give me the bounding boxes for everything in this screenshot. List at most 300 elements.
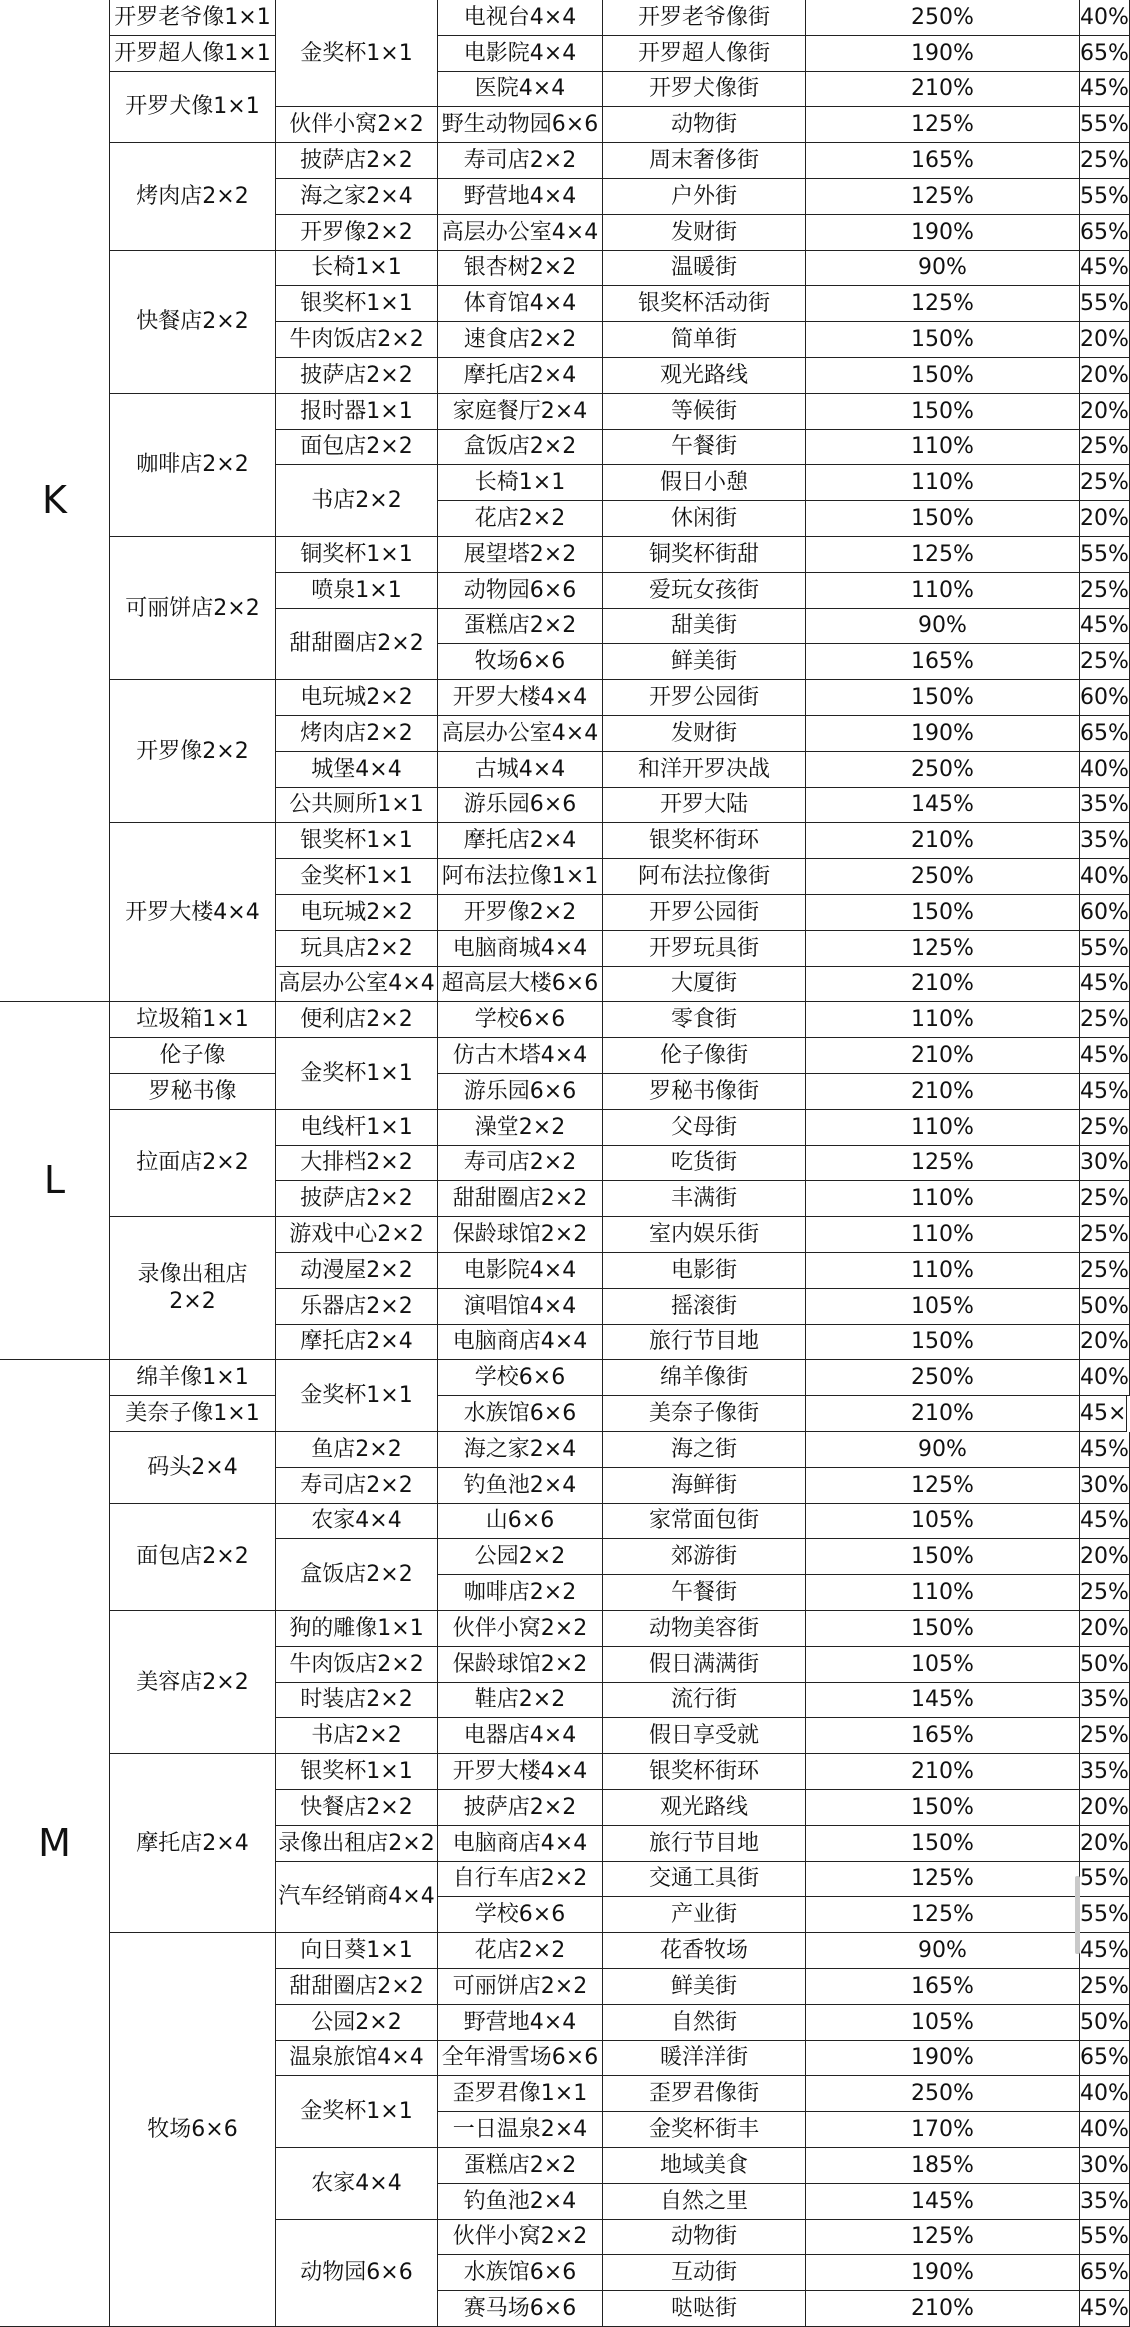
partner-cell: 公园2×2 [276,2005,438,2041]
bonus-cell: 55% [1080,537,1130,573]
partner2-cell: 一日温泉2×4 [438,2112,603,2148]
bonus-cell: 45× [1080,1396,1127,1432]
rate-cell: 125% [806,1862,1080,1898]
partner2-cell: 电脑商店4×4 [438,1325,603,1361]
street-name-cell: 旅行节目地 [603,1325,806,1361]
partner2-cell: 野营地4×4 [438,179,603,215]
partner2-cell: 电视台4×4 [438,0,603,36]
rate-cell: 165% [806,143,1080,179]
bonus-cell: 45% [1080,1432,1130,1468]
rate-cell: 110% [806,1575,1080,1611]
partner-cell: 喷泉1×1 [276,573,438,609]
partner2-cell: 披萨店2×2 [438,1790,603,1826]
rate-cell: 210% [806,967,1080,1003]
partner-cell: 银奖杯1×1 [276,286,438,322]
bonus-cell: 45% [1080,72,1130,108]
street-name-cell: 简单街 [603,322,806,358]
partner2-cell: 高层办公室4×4 [438,716,603,752]
building-cell: 罗秘书像 [110,1074,276,1110]
bonus-cell: 25% [1080,465,1130,501]
partner2-cell: 超高层大楼6×6 [438,967,603,1003]
rate-cell: 190% [806,2255,1080,2291]
bonus-cell: 45% [1080,1038,1130,1074]
partner-cell: 书店2×2 [276,465,438,537]
street-name-cell: 零食街 [603,1002,806,1038]
bonus-cell: 65% [1080,716,1130,752]
partner2-cell: 学校6×6 [438,1897,603,1933]
bonus-cell: 35% [1080,788,1130,824]
bonus-cell: 20% [1080,1539,1130,1575]
partner-cell: 摩托店2×4 [276,1325,438,1361]
building-cell: 伦子像 [110,1038,276,1074]
building-cell: 快餐店2×2 [110,251,276,394]
building-cell: 面包店2×2 [110,1504,276,1611]
partner-cell: 报时器1×1 [276,394,438,430]
partner-cell: 金奖杯1×1 [276,859,438,895]
street-name-cell: 开罗公园街 [603,895,806,931]
bonus-cell: 20% [1080,1790,1130,1826]
street-name-cell: 开罗大陆 [603,788,806,824]
street-name-cell: 休闲街 [603,501,806,537]
partner2-cell: 寿司店2×2 [438,143,603,179]
rate-cell: 110% [806,573,1080,609]
bonus-cell: 65% [1080,2041,1130,2077]
partner-cell: 伙伴小窝2×2 [276,107,438,143]
partner2-cell: 赛马场6×6 [438,2291,603,2327]
bonus-cell: 25% [1080,1253,1130,1289]
rate-cell: 125% [806,107,1080,143]
street-name-cell: 互动街 [603,2255,806,2291]
partner-cell: 烤肉店2×2 [276,716,438,752]
street-name-cell: 自然街 [603,2005,806,2041]
street-name-cell: 阿布法拉像街 [603,859,806,895]
bonus-cell: 55% [1080,2220,1130,2256]
partner2-cell: 电脑商城4×4 [438,931,603,967]
bonus-cell: 25% [1080,1181,1130,1217]
partner-cell: 大排档2×2 [276,1146,438,1182]
bonus-cell: 60% [1080,895,1130,931]
bonus-cell: 45% [1080,251,1130,287]
partner2-cell: 游乐园6×6 [438,1074,603,1110]
rate-cell: 190% [806,716,1080,752]
building-cell: 垃圾箱1×1 [110,1002,276,1038]
street-name-cell: 银奖杯街环 [603,1754,806,1790]
partner2-cell: 电影院4×4 [438,36,603,72]
bonus-cell: 20% [1080,1611,1130,1647]
partner2-cell: 开罗像2×2 [438,895,603,931]
street-name-cell: 海之街 [603,1432,806,1468]
partner2-cell: 鞋店2×2 [438,1683,603,1719]
partner-cell: 金奖杯1×1 [276,1360,438,1432]
street-name-cell: 发财街 [603,215,806,251]
building-cell: 咖啡店2×2 [110,394,276,537]
section-letter: M [0,1360,110,2327]
bonus-cell: 20% [1080,322,1130,358]
street-name-cell: 吃货街 [603,1146,806,1182]
bonus-cell: 55% [1080,1862,1130,1898]
rate-cell: 150% [806,1539,1080,1575]
partner2-cell: 可丽饼店2×2 [438,1969,603,2005]
bonus-cell: 35% [1080,1683,1130,1719]
rate-cell: 105% [806,1647,1080,1683]
street-name-cell: 摇滚街 [603,1289,806,1325]
partner-cell: 金奖杯1×1 [276,0,438,107]
bonus-cell: 40% [1080,859,1130,895]
partner2-cell: 蛋糕店2×2 [438,2148,603,2184]
rate-cell: 110% [806,1217,1080,1253]
rate-cell: 105% [806,1289,1080,1325]
partner-cell: 时装店2×2 [276,1683,438,1719]
bonus-cell: 45% [1080,2291,1130,2327]
partner2-cell: 家庭餐厅2×4 [438,394,603,430]
street-name-cell: 温暖街 [603,251,806,287]
rate-cell: 150% [806,1611,1080,1647]
rate-cell: 165% [806,644,1080,680]
street-name-cell: 产业街 [603,1897,806,1933]
street-name-cell: 父母街 [603,1110,806,1146]
partner2-cell: 电影院4×4 [438,1253,603,1289]
rate-cell: 150% [806,1826,1080,1862]
street-name-cell: 哒哒街 [603,2291,806,2327]
street-name-cell: 流行街 [603,1683,806,1719]
street-name-cell: 周末奢侈街 [603,143,806,179]
street-name-cell: 银奖杯街环 [603,823,806,859]
street-name-cell: 户外街 [603,179,806,215]
partner-cell: 牛肉饭店2×2 [276,1647,438,1683]
bonus-cell: 45% [1080,1074,1130,1110]
street-name-cell: 海鲜街 [603,1468,806,1504]
bonus-cell: 40% [1080,752,1130,788]
partner2-cell: 电脑商店4×4 [438,1826,603,1862]
rate-cell: 90% [806,1933,1080,1969]
partner2-cell: 寿司店2×2 [438,1146,603,1182]
partner2-cell: 水族馆6×6 [438,1396,603,1432]
bonus-cell: 30% [1080,2148,1130,2184]
street-name-cell: 爱玩女孩街 [603,573,806,609]
partner-cell: 农家4×4 [276,1504,438,1540]
rate-cell: 150% [806,394,1080,430]
section-letter: K [0,0,110,1002]
street-name-cell: 开罗超人像街 [603,36,806,72]
partner2-cell: 伙伴小窝2×2 [438,1611,603,1647]
rate-cell: 105% [806,1504,1080,1540]
partner2-cell: 学校6×6 [438,1360,603,1396]
partner-cell: 牛肉饭店2×2 [276,322,438,358]
partner-cell: 金奖杯1×1 [276,2076,438,2148]
partner2-cell: 长椅1×1 [438,465,603,501]
partner2-cell: 高层办公室4×4 [438,215,603,251]
partner-cell: 银奖杯1×1 [276,823,438,859]
partner-cell: 甜甜圈店2×2 [276,1969,438,2005]
partner2-cell: 公园2×2 [438,1539,603,1575]
partner-cell: 农家4×4 [276,2148,438,2220]
rate-cell: 250% [806,0,1080,36]
bonus-cell: 55% [1080,179,1130,215]
building-cell: 绵羊像1×1 [110,1360,276,1396]
partner-cell: 便利店2×2 [276,1002,438,1038]
bonus-cell: 35% [1080,2184,1130,2220]
partner2-cell: 演唱馆4×4 [438,1289,603,1325]
partner-cell: 甜甜圈店2×2 [276,609,438,681]
rate-cell: 250% [806,1360,1080,1396]
partner2-cell: 古城4×4 [438,752,603,788]
street-name-cell: 鲜美街 [603,644,806,680]
street-name-cell: 花香牧场 [603,1933,806,1969]
partner-cell: 向日葵1×1 [276,1933,438,1969]
partner2-cell: 医院4×4 [438,72,603,108]
rate-cell: 210% [806,1074,1080,1110]
building-cell: 美容店2×2 [110,1611,276,1754]
partner2-cell: 阿布法拉像1×1 [438,859,603,895]
building-cell: 烤肉店2×2 [110,143,276,250]
partner-cell: 披萨店2×2 [276,358,438,394]
partner2-cell: 学校6×6 [438,1002,603,1038]
street-name-cell: 美奈子像街 [603,1396,806,1432]
partner2-cell: 摩托店2×4 [438,358,603,394]
street-name-cell: 开罗玩具街 [603,931,806,967]
rate-cell: 190% [806,36,1080,72]
building-cell: 开罗犬像1×1 [110,72,276,144]
partner2-cell: 咖啡店2×2 [438,1575,603,1611]
bonus-cell: 25% [1080,430,1130,466]
partner-cell: 盒饭店2×2 [276,1539,438,1611]
street-name-cell: 假日满满街 [603,1647,806,1683]
partner2-cell: 开罗大楼4×4 [438,680,603,716]
street-name-cell: 动物街 [603,2220,806,2256]
section-letter: L [0,1002,110,1360]
partner2-cell: 游乐园6×6 [438,788,603,824]
street-name-cell: 丰满街 [603,1181,806,1217]
partner2-cell: 澡堂2×2 [438,1110,603,1146]
street-name-cell: 歪罗君像街 [603,2076,806,2112]
partner2-cell: 蛋糕店2×2 [438,609,603,645]
partner2-cell: 牧场6×6 [438,644,603,680]
bonus-cell: 50% [1080,1647,1130,1683]
partner2-cell: 摩托店2×4 [438,823,603,859]
partner-cell: 电线杆1×1 [276,1110,438,1146]
partner2-cell: 钓鱼池2×4 [438,2184,603,2220]
rate-cell: 185% [806,2148,1080,2184]
street-name-cell: 银奖杯活动街 [603,286,806,322]
rate-cell: 125% [806,2220,1080,2256]
bonus-cell: 20% [1080,1826,1130,1862]
building-cell: 美奈子像1×1 [110,1396,276,1432]
partner2-cell: 花店2×2 [438,501,603,537]
partner2-cell: 速食店2×2 [438,322,603,358]
partner-cell: 披萨店2×2 [276,1181,438,1217]
rate-cell: 150% [806,1790,1080,1826]
partner2-cell: 海之家2×4 [438,1432,603,1468]
partner-cell: 乐器店2×2 [276,1289,438,1325]
bonus-cell: 25% [1080,143,1130,179]
rate-cell: 90% [806,251,1080,287]
street-name-cell: 金奖杯街丰 [603,2112,806,2148]
bonus-cell: 65% [1080,36,1130,72]
partner2-cell: 电器店4×4 [438,1718,603,1754]
bonus-cell: 45% [1080,609,1130,645]
bonus-cell: 40% [1080,1360,1130,1396]
rate-cell: 125% [806,179,1080,215]
bonus-cell: 20% [1080,394,1130,430]
scrollbar-thumb[interactable] [1075,1876,1080,1954]
partner-cell: 电玩城2×2 [276,680,438,716]
rate-cell: 110% [806,1181,1080,1217]
partner-cell: 银奖杯1×1 [276,1754,438,1790]
rate-cell: 110% [806,430,1080,466]
street-name-cell: 开罗犬像街 [603,72,806,108]
partner2-cell: 野生动物园6×6 [438,107,603,143]
partner2-cell: 开罗大楼4×4 [438,1754,603,1790]
partner2-cell: 体育馆4×4 [438,286,603,322]
rate-cell: 125% [806,1897,1080,1933]
bonus-cell: 55% [1080,1897,1130,1933]
street-name-cell: 绵羊像街 [603,1360,806,1396]
rate-cell: 125% [806,1468,1080,1504]
street-name-cell: 家常面包街 [603,1504,806,1540]
rate-cell: 210% [806,1038,1080,1074]
partner-cell: 城堡4×4 [276,752,438,788]
partner-cell: 长椅1×1 [276,251,438,287]
street-name-cell: 午餐街 [603,1575,806,1611]
partner2-cell: 钓鱼池2×4 [438,1468,603,1504]
partner-cell: 温泉旅馆4×4 [276,2041,438,2077]
bonus-cell: 35% [1080,1754,1130,1790]
building-cell: 牧场6×6 [110,1933,276,2327]
rate-cell: 145% [806,788,1080,824]
partner-cell: 寿司店2×2 [276,1468,438,1504]
partner2-cell: 展望塔2×2 [438,537,603,573]
bonus-cell: 45% [1080,967,1130,1003]
bonus-cell: 65% [1080,215,1130,251]
rate-cell: 105% [806,2005,1080,2041]
street-name-cell: 动物美容街 [603,1611,806,1647]
partner2-cell: 野营地4×4 [438,2005,603,2041]
partner-cell: 游戏中心2×2 [276,1217,438,1253]
partner-cell: 鱼店2×2 [276,1432,438,1468]
partner-cell: 汽车经销商4×4 [276,1862,438,1934]
rate-cell: 125% [806,931,1080,967]
street-name-cell: 和洋开罗决战 [603,752,806,788]
street-name-cell: 地域美食 [603,2148,806,2184]
bonus-cell: 30% [1080,1468,1130,1504]
partner-cell: 电玩城2×2 [276,895,438,931]
rate-cell: 210% [806,2291,1080,2327]
street-name-cell: 动物街 [603,107,806,143]
rate-cell: 250% [806,2076,1080,2112]
rate-cell: 150% [806,358,1080,394]
street-name-cell: 开罗老爷像街 [603,0,806,36]
partner2-cell: 山6×6 [438,1504,603,1540]
bonus-cell: 20% [1080,358,1130,394]
partner-cell: 面包店2×2 [276,430,438,466]
partner2-cell: 全年滑雪场6×6 [438,2041,603,2077]
bonus-cell: 25% [1080,1718,1130,1754]
building-cell: 开罗超人像1×1 [110,36,276,72]
rate-cell: 170% [806,2112,1080,2148]
partner-cell: 披萨店2×2 [276,143,438,179]
street-name-cell: 午餐街 [603,430,806,466]
bonus-cell: 65% [1080,2255,1130,2291]
partner2-cell: 歪罗君像1×1 [438,2076,603,2112]
partner2-cell: 银杏树2×2 [438,251,603,287]
bonus-cell: 40% [1080,2112,1130,2148]
bonus-cell: 55% [1080,107,1130,143]
street-name-cell: 大厦街 [603,967,806,1003]
street-name-cell: 罗秘书像街 [603,1074,806,1110]
bonus-cell: 50% [1080,1289,1130,1325]
rate-cell: 145% [806,2184,1080,2220]
rate-cell: 125% [806,1146,1080,1182]
partner2-cell: 盒饭店2×2 [438,430,603,466]
rate-cell: 210% [806,823,1080,859]
bonus-cell: 20% [1080,501,1130,537]
partner2-cell: 动物园6×6 [438,573,603,609]
building-cell: 拉面店2×2 [110,1110,276,1217]
rate-cell: 165% [806,1969,1080,2005]
partner2-cell: 水族馆6×6 [438,2255,603,2291]
building-cell: 开罗像2×2 [110,680,276,823]
rate-cell: 250% [806,752,1080,788]
rate-cell: 150% [806,680,1080,716]
partner2-cell: 花店2×2 [438,1933,603,1969]
partner-cell: 铜奖杯1×1 [276,537,438,573]
street-name-cell: 郊游街 [603,1539,806,1575]
rate-cell: 110% [806,1002,1080,1038]
street-name-cell: 交通工具街 [603,1862,806,1898]
partner-cell: 录像出租店2×2 [276,1826,438,1862]
street-name-cell: 甜美街 [603,609,806,645]
street-name-cell: 铜奖杯街甜 [603,537,806,573]
street-name-cell: 假日小憩 [603,465,806,501]
bonus-cell: 40% [1080,2076,1130,2112]
partner-cell: 书店2×2 [276,1718,438,1754]
rate-cell: 150% [806,1325,1080,1361]
bonus-cell: 60% [1080,680,1130,716]
partner-cell: 狗的雕像1×1 [276,1611,438,1647]
partner-cell: 金奖杯1×1 [276,1038,438,1110]
partner-cell: 公共厕所1×1 [276,788,438,824]
street-name-cell: 鲜美街 [603,1969,806,2005]
bonus-cell: 40% [1080,0,1130,36]
building-cell: 录像出租店 2×2 [110,1217,276,1360]
rate-cell: 150% [806,322,1080,358]
rate-cell: 110% [806,1110,1080,1146]
building-cell: 可丽饼店2×2 [110,537,276,680]
rate-cell: 250% [806,859,1080,895]
bonus-cell: 20% [1080,1325,1130,1361]
street-name-cell: 假日享受就 [603,1718,806,1754]
partner2-cell: 伙伴小窝2×2 [438,2220,603,2256]
bonus-cell: 25% [1080,1002,1130,1038]
street-name-cell: 观光路线 [603,358,806,394]
street-name-cell: 发财街 [603,716,806,752]
bonus-cell: 25% [1080,1969,1130,2005]
partner2-cell: 甜甜圈店2×2 [438,1181,603,1217]
street-name-cell: 伦子像街 [603,1038,806,1074]
bonus-cell: 45% [1080,1933,1130,1969]
rate-cell: 165% [806,1718,1080,1754]
bonus-cell: 55% [1080,931,1130,967]
bonus-cell: 35% [1080,823,1130,859]
bonus-cell: 25% [1080,1110,1130,1146]
partner-cell: 动漫屋2×2 [276,1253,438,1289]
bonus-cell: 45% [1080,1504,1130,1540]
partner-cell: 动物园6×6 [276,2220,438,2327]
rate-cell: 150% [806,895,1080,931]
rate-cell: 210% [806,1754,1080,1790]
rate-cell: 125% [806,537,1080,573]
partner2-cell: 自行车店2×2 [438,1862,603,1898]
